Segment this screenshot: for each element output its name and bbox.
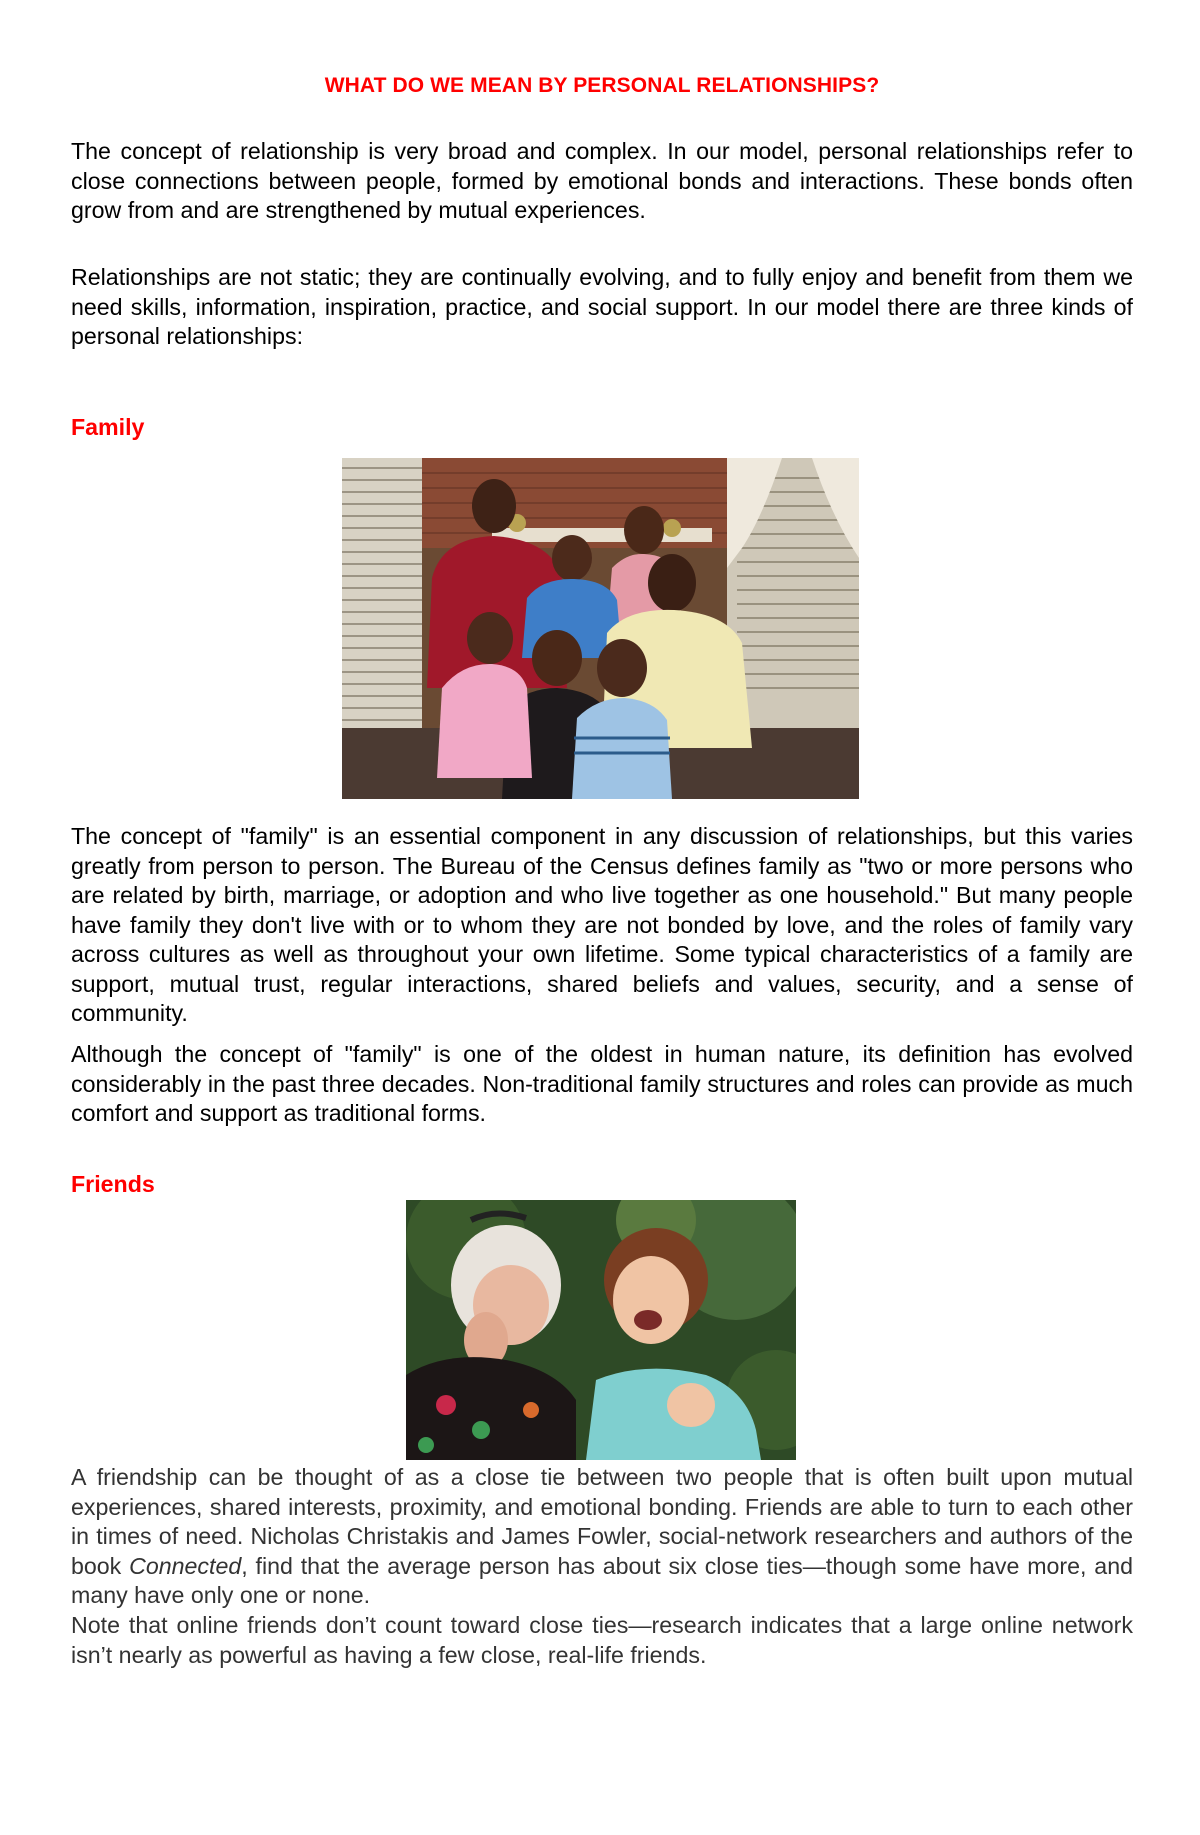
friends-paragraph-2: Note that online friends don’t count toward close ties—research indicates that a large online network isn’t nearly as powerful as having a few close, real-life friends. xyxy=(71,1612,1133,1668)
family-photo xyxy=(342,458,859,799)
family-heading: Family xyxy=(71,414,145,440)
friends-photo xyxy=(406,1200,796,1460)
intro-paragraph-2: Relationships are not static; they are continually evolving, and to fully enjoy and benefit from them we need skills, information, inspiration, practice, and social support. In our model there are three kinds of personal relationships: xyxy=(71,264,1133,349)
friends-paragraph-1 xyxy=(71,1463,1133,1611)
family-paragraph-1: The concept of "family" is an essential component in any discussion of relationships, but this varies greatly from person to person. The Bureau of the Census defines family as "two or more persons who are related by birth, marriage, or adoption and who live together as one household." But many people have family they don't live with or to whom they are not bonded by love, and the roles of family vary across cultures as well as throughout your own lifetime. Some typical characteristics of a family are support, mutual trust, regular interactions, shared beliefs and values, security, and a sense of community. xyxy=(71,823,1133,1026)
friends-heading: Friends xyxy=(71,1171,155,1197)
page-title: WHAT DO WE MEAN BY PERSONAL RELATIONSHIPS? xyxy=(324,74,880,97)
intro-paragraph-1: The concept of relationship is very broad and complex. In our model, personal relationships refer to close connections between people, formed by emotional bonds and interactions. These bonds often grow from and are strengthened by mutual experiences. xyxy=(71,138,1133,223)
friends-text-before: A friendship can be thought of as a close tie between two people that is often built upon mutual experiences, shared interests, proximity, and emotional bonding. Friends are able to turn to each other in times of need. Nicholas Christakis and James Fowler, social-network researchers and authors of the book xyxy=(71,1464,1133,1579)
family-paragraph-2: Although the concept of "family" is one of the oldest in human nature, its definition has evolved considerably in the past three decades. Non-traditional family structures and roles can provide as much comfort and support as traditional forms. xyxy=(71,1041,1133,1126)
book-title: Connected xyxy=(129,1552,242,1579)
friends-text-after: , find that the average person has about six close ties—though some have more, and many have only one or none. xyxy=(71,1552,1133,1608)
